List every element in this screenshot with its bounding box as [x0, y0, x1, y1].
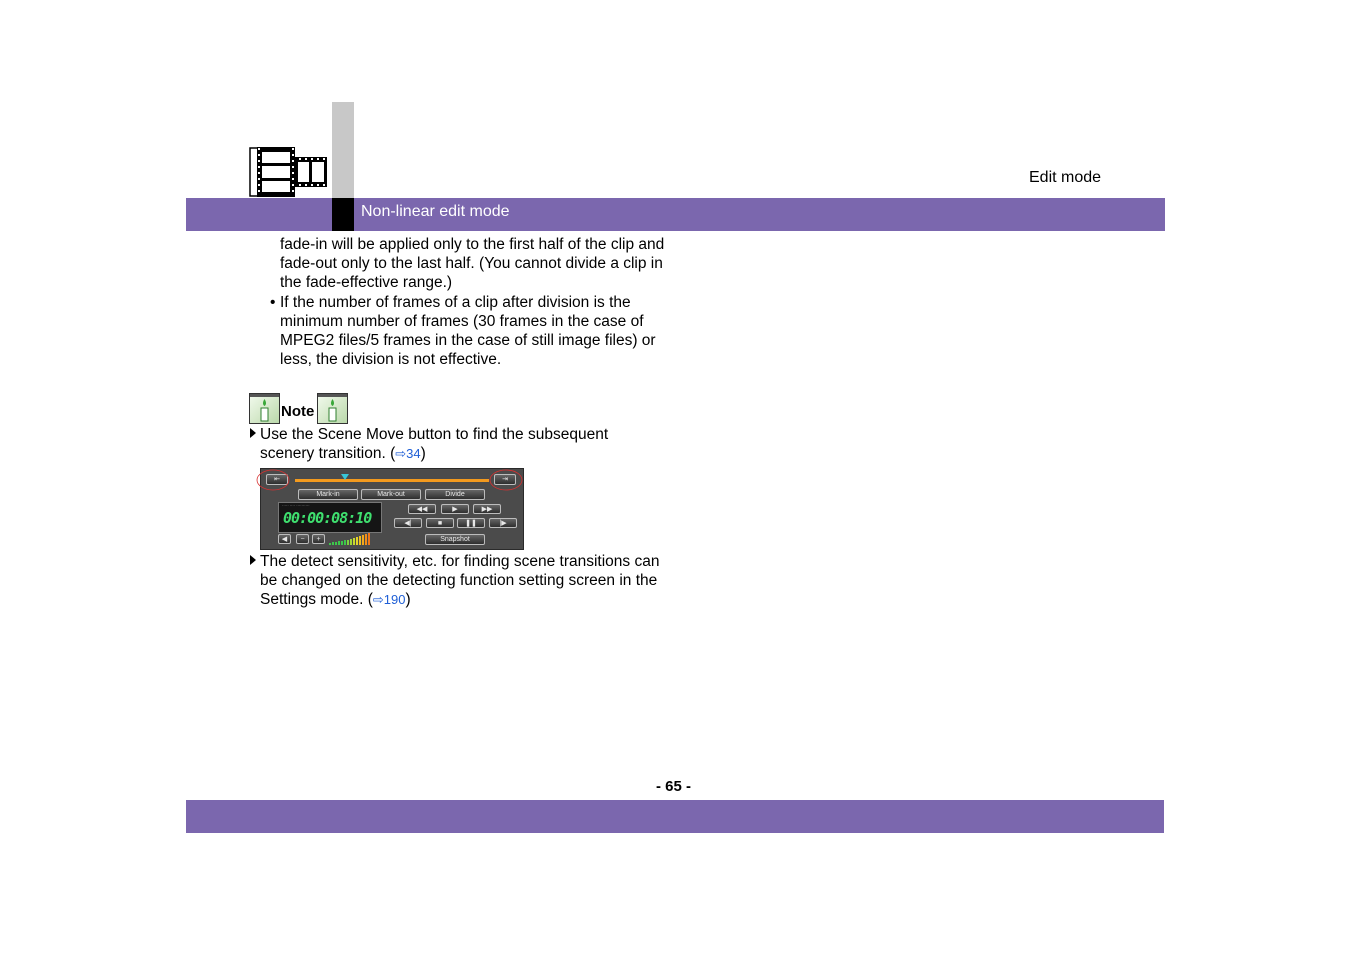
- stop-button[interactable]: ■: [426, 518, 454, 528]
- note-candle-icon: [249, 393, 280, 424]
- divide-button[interactable]: Divide: [425, 489, 485, 500]
- header-black-tab: [332, 198, 354, 231]
- page-ref-link[interactable]: 190: [383, 592, 406, 607]
- mute-button[interactable]: ◀: [278, 534, 291, 544]
- skip-to-start-button[interactable]: ⇤: [266, 474, 288, 485]
- note-item-scene-move: [260, 425, 660, 463]
- play-button[interactable]: ▶: [441, 504, 469, 514]
- note-item-detect-sensitivity: [260, 552, 660, 609]
- mark-out-button[interactable]: Mark-out: [361, 489, 421, 500]
- note-item-text: The detect sensitivity, etc. for finding scene transitions can be changed on the detecting function setting screen in the Settings mode. (: [260, 553, 660, 608]
- timecode-value: 00:00:08:10: [283, 509, 372, 527]
- note-item-close: ): [405, 591, 411, 608]
- note-item-text: Use the Scene Move button to find the subsequent scenery transition. (: [260, 426, 609, 462]
- volume-meter[interactable]: [329, 531, 379, 545]
- paragraph-division: If the number of frames of a clip after division is the minimum number of frames (30 frames in the case of MPEG2 files/5 frames in the case of still image files) or less, the division is not effective.: [280, 294, 656, 368]
- chapter-title: Edit mode: [1029, 169, 1102, 186]
- snapshot-button[interactable]: Snapshot: [425, 534, 485, 545]
- note-label: Note: [281, 403, 315, 420]
- page-ref-arrow-icon[interactable]: ⇨: [372, 592, 384, 607]
- rewind-button[interactable]: ◀◀: [408, 504, 436, 514]
- mark-in-button[interactable]: Mark-in: [298, 489, 358, 500]
- page-number: - 65 -: [656, 778, 692, 795]
- page-ref-arrow-icon[interactable]: ⇨: [395, 446, 407, 461]
- footer-band: [186, 800, 1164, 833]
- header-gray-tab: [332, 102, 354, 199]
- page-ref-link[interactable]: 34: [406, 446, 421, 461]
- note-arrow-icon: [250, 428, 256, 438]
- volume-down-button[interactable]: −: [296, 534, 309, 544]
- note-candle-icon: [317, 393, 348, 424]
- film-strip-icon: [249, 146, 329, 198]
- frame-forward-button[interactable]: |▶: [489, 518, 517, 528]
- playback-control-panel: [260, 468, 524, 550]
- fast-forward-button[interactable]: ▶▶: [473, 504, 501, 514]
- section-title: Non-linear edit mode: [361, 203, 510, 220]
- note-item-close: ): [420, 445, 426, 462]
- skip-to-end-button[interactable]: ⇥: [494, 474, 516, 485]
- timecode-header: ····· ···· ··········: [282, 503, 310, 508]
- note-arrow-icon: [250, 555, 256, 565]
- timecode-display: [278, 502, 382, 533]
- scene-move-highlight: [257, 469, 527, 491]
- volume-up-button[interactable]: +: [312, 534, 325, 544]
- paragraph-fade: fade-in will be applied only to the first half of the clip and fade-out only to the last half. (You cannot divide a clip in the fade-effective range.): [280, 236, 665, 291]
- bullet-mark: •: [270, 294, 276, 311]
- frame-back-button[interactable]: ◀|: [394, 518, 422, 528]
- pause-button[interactable]: ❚❚: [457, 518, 485, 528]
